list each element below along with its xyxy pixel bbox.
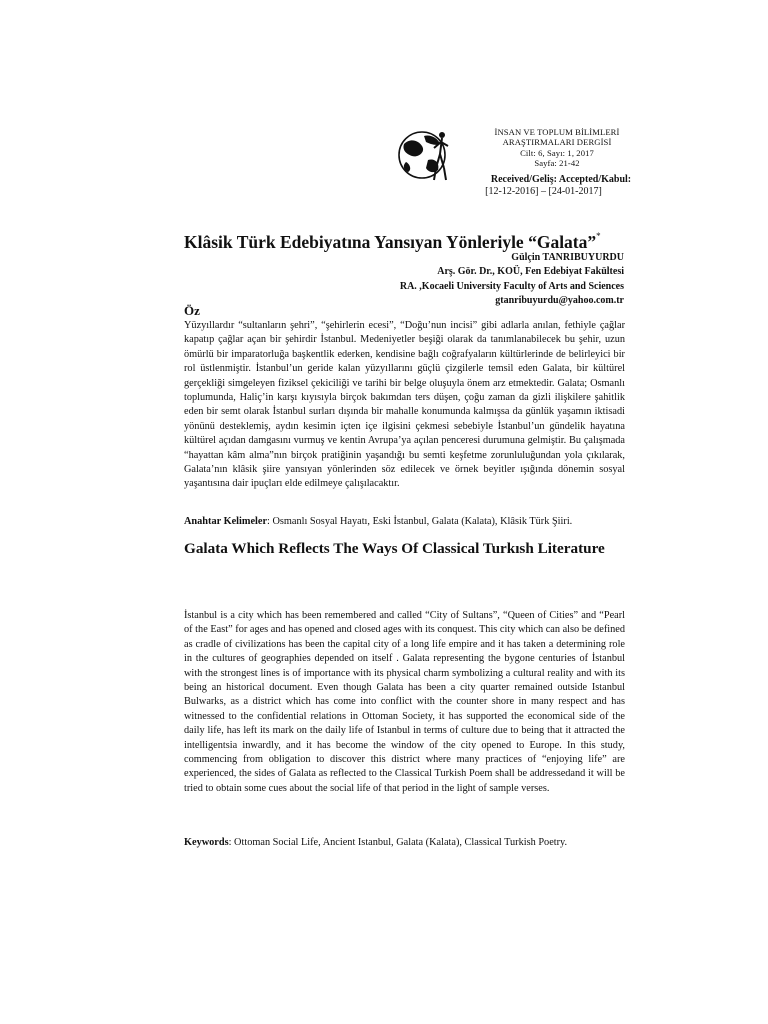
keywords-en-label: Keywords [184, 837, 229, 848]
keywords-tr-list: : Osmanlı Sosyal Hayatı, Eski İstanbul, Galata (Kalata), Klâsik Türk Şiiri. [267, 516, 573, 527]
article-title-text: Klâsik Türk Edebiyatına Yansıyan Yönleriyle “Galata” [184, 232, 597, 252]
journal-name-line1: İNSAN VE TOPLUM BİLİMLERİ [494, 127, 620, 137]
journal-info [462, 127, 652, 169]
submission-dates: [12-12-2016] – [24-01-2017] [485, 186, 602, 197]
abstract-tr-heading: Öz [184, 303, 200, 318]
journal-volume: Cilt: 6, Sayı: 1, 2017 [520, 147, 594, 158]
keywords-en [184, 836, 625, 850]
keywords-en-list: : Ottoman Social Life, Ancient Istanbul, Galata (Kalata), Classical Turkish Poetry. [228, 837, 568, 848]
abstract-tr-text: Yüzyıllardır “sultanların şehri”, “şehirlerin ecesi”, “Doğu’nun incisi” gibi adlarla anılan, fethiyle çağlar kapatıp çağlar açan bir şehirdir İstanbul. Medeniyetler beşiği olarak da tanımlanabilecek bu şehir, uzun ömürlü bir imparatorluğa başkentlik ederken, kendisine bağlı coğrafyaların kültürlerinde de belirleyici bir rol üstlenmiştir. İstanbul’un geride kalan yüzyıllarını güçlü çizgilerle temsil eden Galata, bir kültürel gerçekliği simgeleyen fiziksel çekiciliği ve tarihi bir belge oluşuyla önem arz etmektedir. Galata; Osmanlı toplumunda, Haliç’in karşı kıyısıyla birçok bakımdan ters düşen, çoğu zaman da gizli ilişkilere şahitlik eden bir semt olarak İstanbul surları dışında bir mahalle konumunda kalmışsa da günlük yaşamın iktisadi yönünü desteklemiş, aydın kesimin içten içe ilgisini çekmesi sebebiyle İstanbul’un gündelik hayatına kültürel açıdan damgasını vurmuş ve kentin Avrupa’ya açılan penceresi durumuna gelmiştir. Bu çalışmada “hayattan kâm alma”nın birçok pratiğinin yaşandığı bu semti keşfetme zorunluluğundan yola çıkılarak, Galata’nın klâsik şiire yansıyan yönlerinden söz edilecek ve örnek beyitler ışığında dönemin sosyal yaşantısına dair ipuçları elde edilmeye çalışılacaktır. [184, 320, 625, 490]
english-title: Galata Which Reflects The Ways Of Classical Turkısh Literature [184, 540, 605, 557]
author-name: Gülçin TANRIBUYURDU [511, 252, 624, 263]
author-email: gtanribuyurdu@yahoo.com.tr [495, 295, 624, 307]
keywords-tr [184, 515, 625, 529]
author-affiliation-tr: Arş. Gör. Dr., KOÜ, Fen Edebiyat Fakültesi [437, 266, 624, 278]
journal-pages: Sayfa: 21-42 [534, 158, 580, 169]
journal-name-line2: ARAŞTIRMALARI DERGİSİ [502, 137, 612, 148]
keywords-tr-label: Anahtar Kelimeler [184, 516, 268, 527]
title-footnote-mark: * [596, 231, 601, 242]
abstract-en-text: İstanbul is a city which has been remembered and called “City of Sultans”, “Queen of Cities” and “Pearl of the East” for ages and has opened and closed ages with its conquest. This city which can also be defined as cradle of civilizations has been the capital city of a long life empire and it has taken a determining role in the cultures of geographies depended on itself . Galata representing the bygone centuries of İstanbul with the strongest lines is of importance with its physical charm symbolizing a cultural reality and with its being an historical document. Even though Galata has been a city quarter remained outside Istanbul Bulwarks, as a district which has come into conflict with the counter shore in many respect and has witnessed to the confidential relations in Ottoman Society, it has supported the economical side of the daily life, has left its mark on the daily life of Istanbul in terms of culture due to being that it attracted the intelligentsia inwardly, and it has become the window of the city opened to Europe. In this study, commencing from obligation to discover this district where many practices of “enjoying life” are experienced, the sides of Galata as reflected to the Classical Turkish Poem shall be addressedand it will be tried to obtain some cues about the social life of that period in the light of sample verses. [184, 610, 625, 794]
author-block [400, 251, 624, 309]
journal-logo-icon [392, 124, 456, 184]
received-accepted-label: Received/Geliş: Accepted/Kabul: [490, 174, 632, 185]
article-title [184, 232, 601, 253]
author-affiliation-en: RA. ,Kocaeli University Faculty of Arts and Sciences [399, 280, 624, 292]
